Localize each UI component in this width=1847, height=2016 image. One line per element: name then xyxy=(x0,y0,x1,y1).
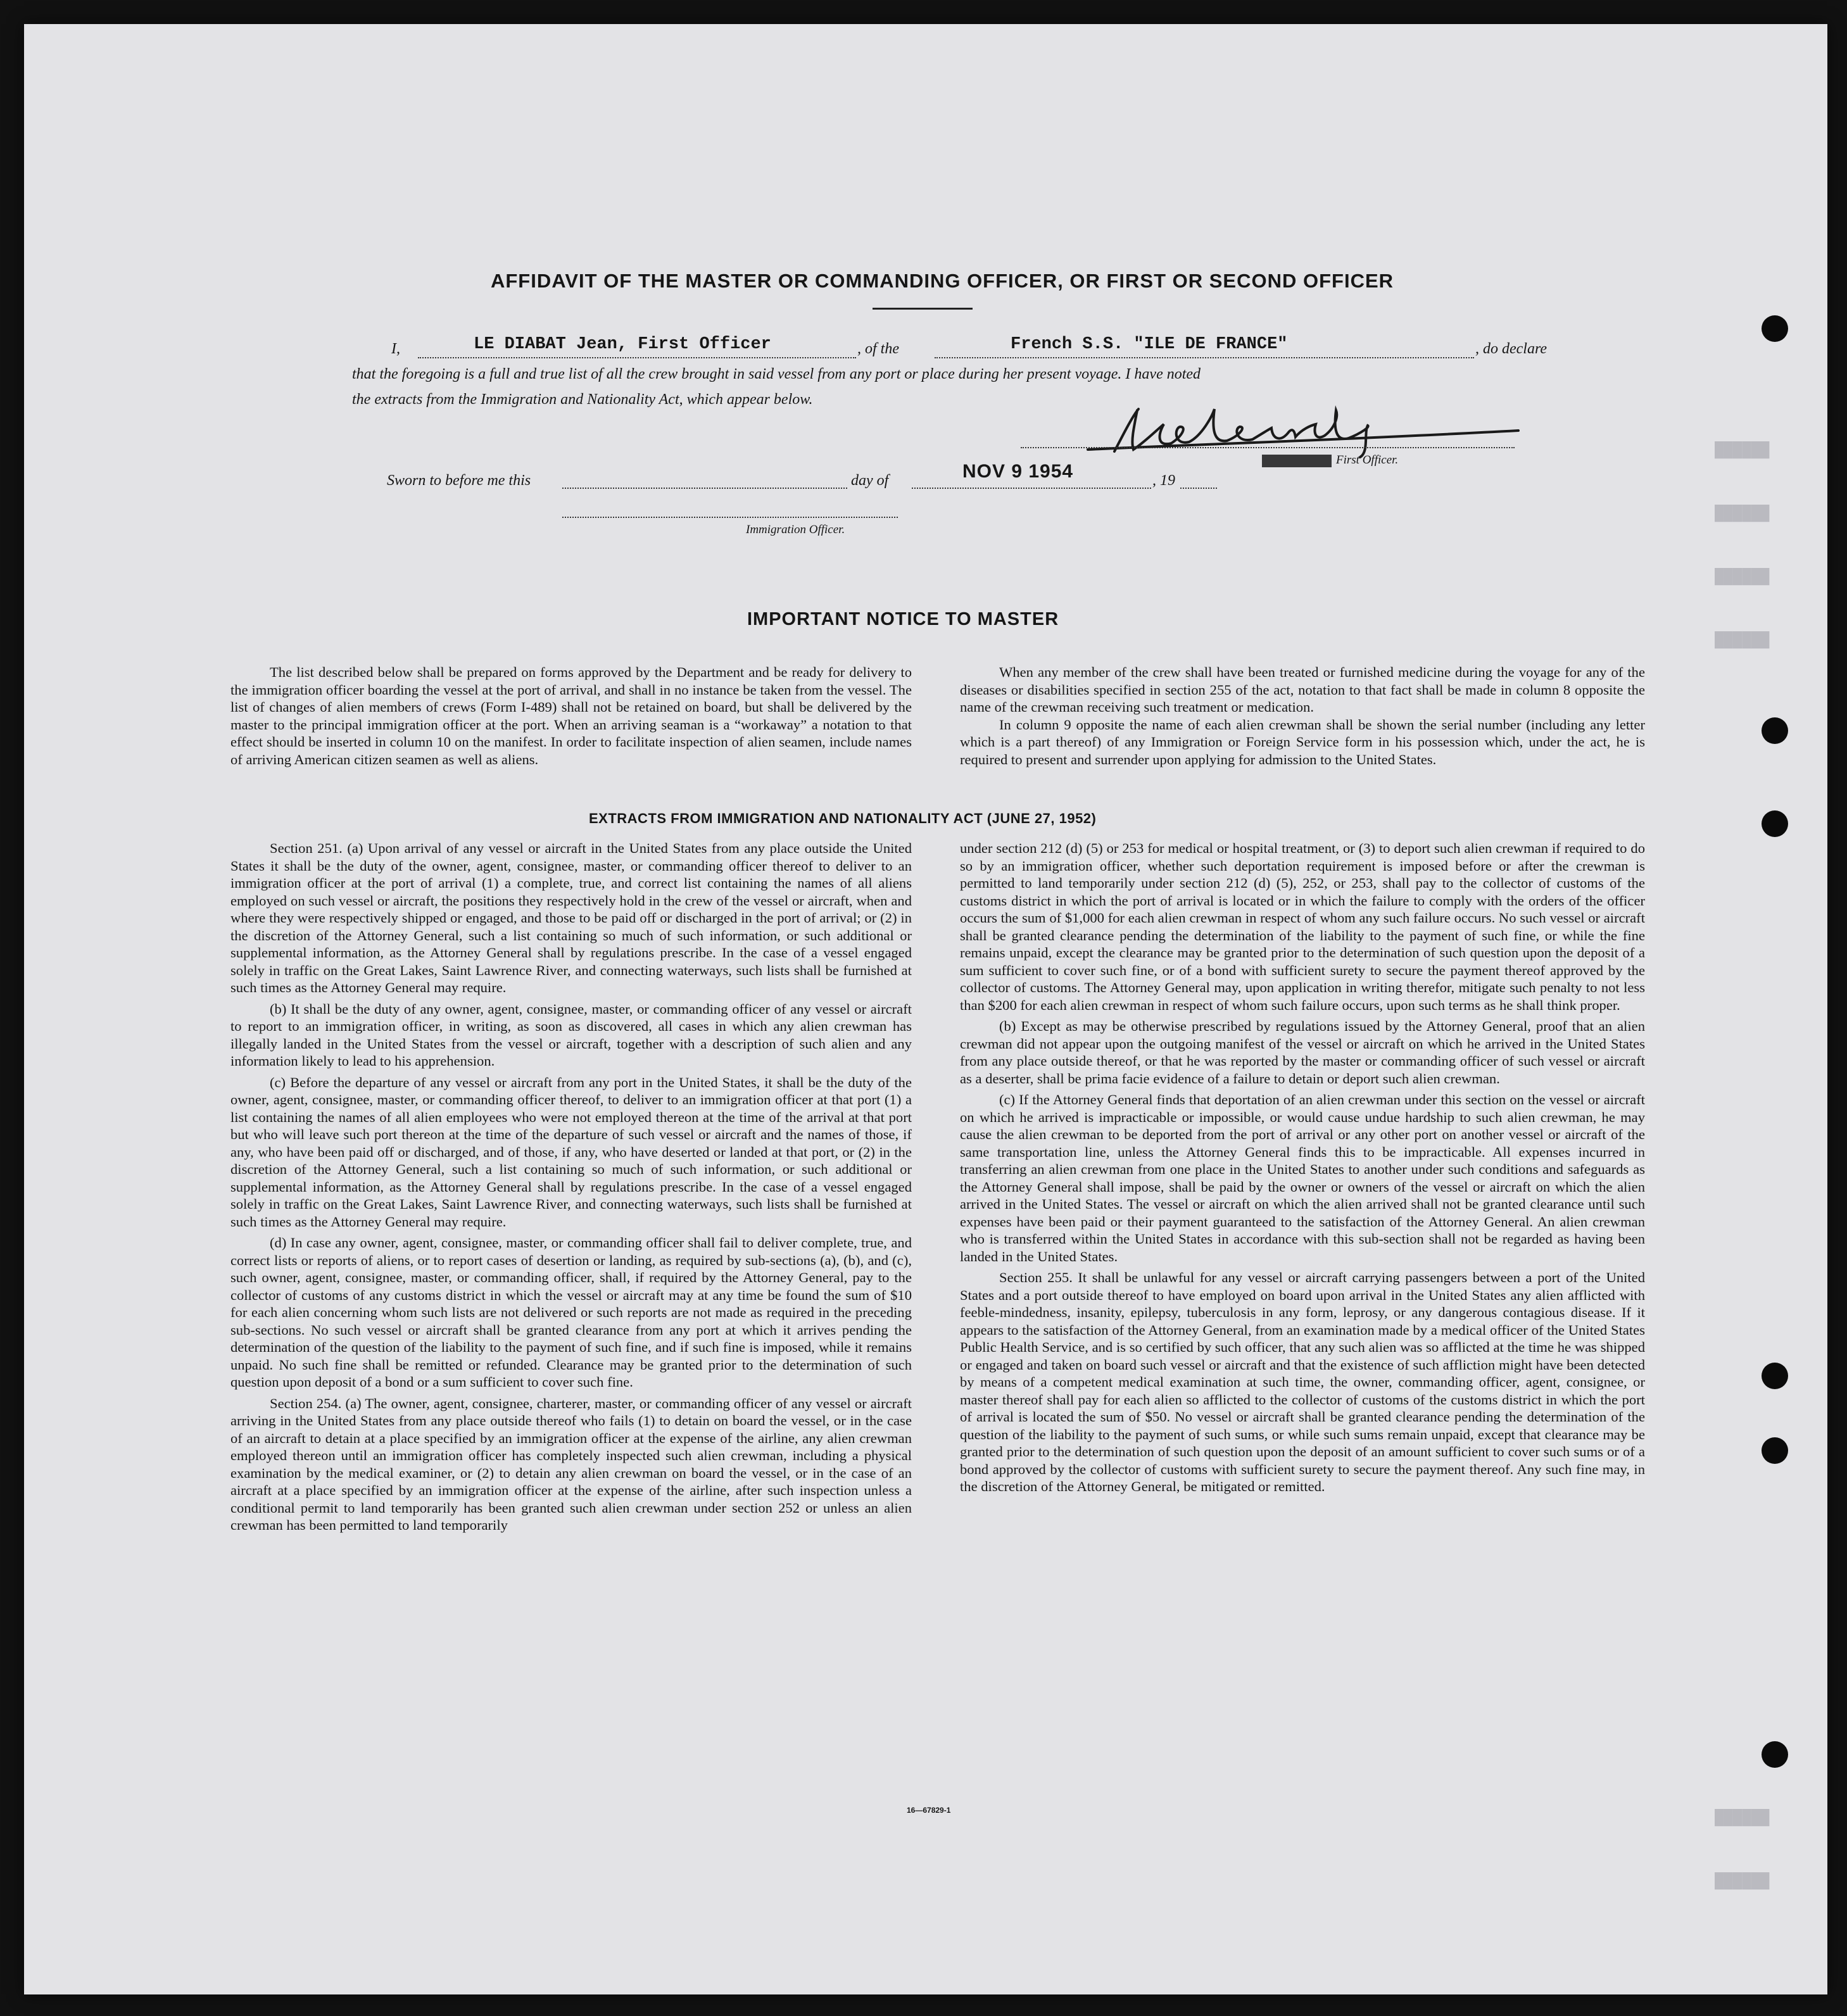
immigration-officer-caption: Immigration Officer. xyxy=(746,523,845,536)
bleed-through-text: ██████ xyxy=(1715,442,1770,459)
section-251-a: Section 251. (a) Upon arrival of any vessel or aircraft in the United States from any place outside the United States it shall be the duty of the owner, agent, consignee, master, or commanding officer thereof to deliver to an immigration officer at the port of arrival (1) a complete, true, and correct list containing the names of all aliens employed on such vessel or aircraft, the positions they respectively hold in the crew of the vessel or aircraft, when and where they were respectively shipped or engaged, and those to be paid off or discharged in the port of arrival; or (2) in the discretion of the Attorney General, such a list containing so much of such information, or such additional or supplemental information, as the Attorney General shall by regulations prescribe. In the case of a vessel engaged solely in traffic on the Great Lakes, Saint Lawrence River, and connecting waterways, such lists shall be furnished at such times as the Attorney General may require. xyxy=(230,840,912,995)
notice-left-column xyxy=(230,664,912,768)
affidavit-title: AFFIDAVIT OF THE MASTER OR COMMANDING OFFICER, OR FIRST OR SECOND OFFICER xyxy=(490,270,1394,292)
form-number: 16—67829-1 xyxy=(907,1806,951,1815)
strikeout-mark xyxy=(1262,455,1332,467)
bleed-through-text: ██████ xyxy=(1715,1873,1770,1890)
title-underline xyxy=(873,308,973,310)
sworn-prefix: Sworn to before me this xyxy=(387,472,531,489)
officer-caption: First Officer. xyxy=(1336,453,1399,467)
bleed-through-text: ██████ xyxy=(1715,1810,1770,1827)
section-254-a-continued: under section 212 (d) (5) or 253 for medical or hospital treatment, or (3) to deport such alien crewman if required to do so by an immigration officer, whether such deportation requirement is imposed before or after the crewman is permitted to land temporarily under section 212 (d) (5), 252, or 253, shall pay to the collector of customs of the customs district in which the port of arrival is located or in which the failure to comply with the orders of the officer occurs the sum of $1,000 for each alien crewman in respect of whom any such failure occurs. No such vessel or aircraft shall be granted clearance pending the determination of the liability to the payment of such fine, or while the fine remains unpaid, except the clearance may be granted prior to the determination of such question upon the deposit of a sum sufficient to cover such fine, or of a bond with sufficient surety to secure the payment thereof approved by the collector of customs. The Attorney General may, upon application in writing therefor, mitigate such penalty to not less than $200 for each alien crewman in respect of whom such failure occurs, upon such terms as he shall think proper. xyxy=(960,840,1645,1013)
immigration-officer-line xyxy=(562,500,898,518)
declaration-of-the: , of the xyxy=(857,341,899,357)
binder-hole xyxy=(1762,717,1788,744)
notice-left-paragraph: The list described below shall be prepared on forms approved by the Department and be ready for delivery to the immigration officer boarding the vessel at the port of arrival, and shall in no instance be taken from the vessel. The list of changes of alien members of crews (Form I-489) shall not be retained on board, but shall be delivered by the master to the principal immigration officer at the port. When an arriving seaman is a “workaway” a notation to that effect should be inserted in column 10 on the manifest. In order to facilitate inspection of alien seamen, include names of arriving American citizen seamen as well as aliens. xyxy=(230,664,912,767)
sworn-day-field xyxy=(562,469,847,489)
binder-hole xyxy=(1762,1741,1788,1768)
sworn-year-field xyxy=(1180,469,1217,489)
section-254-c: (c) If the Attorney General finds that deportation of an alien crewman under this section on the vessel or aircraft on which he arrived is impracticable or impossible, or would cause undue hardship to such alien crewman, he may cause the alien crewman to be deported from the port of arrival or any other port on another vessel or aircraft of the same transportation line, unless the Attorney General finds this to be impracticable. All expenses incurred in transferring an alien crewman from one place in the United States to another under such conditions and safeguards as the Attorney General shall impose, shall be paid by the owner or owners of the vessel or aircraft on which the alien arrived in the United States. The vessel or aircraft on which the alien arrived shall not be granted clearance until such expenses have been paid or their payment guaranteed to the satisfaction of the Attorney General. An alien crewman who is transferred within the United States in accordance with this sub-section shall not be regarded as having been landed in the United States. xyxy=(960,1092,1645,1264)
vessel-name: French S.S. "ILE DE FRANCE" xyxy=(1011,335,1288,354)
binder-hole xyxy=(1762,315,1788,342)
bleed-through-text: ██████ xyxy=(1715,632,1770,649)
binder-hole xyxy=(1762,1363,1788,1389)
section-251-b: (b) It shall be the duty of any owner, agent, consignee, master, or commanding officer of any vessel or aircraft to report to an immigration officer, in writing, as soon as discovered, all cases in which any alien crewman has illegally landed in the United States from the vessel or aircraft, together with a description of such alien and any information likely to lead to his apprehension. xyxy=(230,1000,912,1069)
notice-right-paragraph: When any member of the crew shall have been treated or furnished medicine during the voyage for any of the diseases or disabilities specified in section 255 of the act, notation to that fact shall be made in column 8 opposite the name of the crewman receiving such treatment or medication. xyxy=(960,664,1645,715)
declaration-line-2: that the foregoing is a full and true list of all the crew brought in said vessel from any port or place during her present voyage. I have noted xyxy=(352,366,1201,382)
sworn-day-of: day of xyxy=(851,472,889,489)
section-254-b: (b) Except as may be otherwise prescribed by regulations issued by the Attorney General, proof that an alien crewman did not appear upon the outgoing manifest of the vessel or aircraft on which he arrived in the United States from any place outside thereof, or that he was reported by the master or commanding officer of such vessel or aircraft as a deserter, shall be prima facie evidence of a failure to detain or deport such alien crewman. xyxy=(960,1018,1645,1087)
declaration-line-3: the extracts from the Immigration and Nationality Act, which appear below. xyxy=(352,391,813,408)
notice-right-column xyxy=(960,664,1645,768)
declaration-do-declare: , do declare xyxy=(1475,341,1548,357)
extracts-title: EXTRACTS FROM IMMIGRATION AND NATIONALITY ACT (JUNE 27, 1952) xyxy=(589,810,1097,826)
section-251-d: (d) In case any owner, agent, consignee, master, or commanding officer shall fail to deliver complete, true, and correct lists or reports of aliens, or to report cases of desertion or landing, as required by sub-sections (a), (b), and (c), such owner, agent, consignee, master, or commanding officer, shall, if required by the Attorney General, pay to the collector of customs of any customs district in which the vessel or aircraft may at any time be found the sum of $10 for each alien concerning whom such lists are not delivered or such reports are not made as required in the preceding sub-sections. No such vessel or aircraft shall be granted clearance from any port at which it arrives pending the determination of the question of the liability to the payment of such fine, and if such fine is imposed, while it remains unpaid. No such fine shall be remitted or refunded. Clearance may be granted prior to the determination of such question upon deposit of a bond or a sum sufficient to cover such fine. xyxy=(230,1235,912,1390)
bleed-through-text: ██████ xyxy=(1715,569,1770,586)
bleed-through-text: ██████ xyxy=(1715,505,1770,522)
officer-name: LE DIABAT Jean, First Officer xyxy=(474,335,771,354)
notice-right-paragraph: In column 9 opposite the name of each alien crewman shall be shown the serial number (including any letter which is a part thereof) of any Immigration or Foreign Service form in his possession which, under the act, he is required to present and surrender upon applying for admission to the United States. xyxy=(960,716,1645,767)
binder-hole xyxy=(1762,1437,1788,1464)
officer-signature xyxy=(1062,391,1544,461)
sworn-year-prefix: , 19 xyxy=(1152,472,1175,489)
binder-hole xyxy=(1762,810,1788,837)
notice-title: IMPORTANT NOTICE TO MASTER xyxy=(747,609,1059,629)
extracts-right-column xyxy=(960,840,1645,1496)
section-255: Section 255. It shall be unlawful for any vessel or aircraft carrying passengers between a port of the United States and a port outside thereof to have employed on board upon arrival in the United States any alien afflicted with feeble-mindedness, insanity, epilepsy, tuberculosis in any form, leprosy, or any dangerous contagious disease. If it appears to the satisfaction of the Attorney General, from an examination made by a medical officer of the United States Public Health Service, and is so certified by such officer, that any such alien was so afflicted at the time he was shipped or engaged and taken on board such vessel or aircraft and that the existence of such affliction might have been detected by means of a competent medical examination at such time, the owner, commanding officer, agent, consignee, or master thereof shall pay for each alien so afflicted to the collector of customs of the customs district in which the port of arrival is located the sum of $50. No vessel or aircraft shall be granted clearance pending the determination of the question of the liability to the payment of such sums, or while such sums remain unpaid, except that clearance may be granted prior to the determination of such question upon the deposit of an amount sufficient to cover such sums or of a bond approved by the collector of customs with sufficient surety to secure the payment thereof. Any such fine may, in the discretion of the Attorney General, be mitigated or remitted. xyxy=(960,1269,1645,1494)
section-251-c: (c) Before the departure of any vessel or aircraft from any port in the United States, it shall be the duty of the owner, agent, consignee, master, or commanding officer thereof, to deliver to an immigration officer at that port (1) a list containing the names of all alien employees who were not employed thereon at the time of the arrival at that port but who will leave such port thereon at the time of the departure of such vessel or aircraft and the names of those, if any, who have been paid off or discharged, and of those, if any, who have deserted or landed at that port, or (2) in the discretion of the Attorney General, such a list containing so much of such information, or such additional or supplemental information, as the Attorney General shall by regulations prescribe. In the case of a vessel engaged solely in traffic on the Great Lakes, Saint Lawrence River, and connecting waterways, such lists shall be furnished at such times as the Attorney General may require. xyxy=(230,1074,912,1230)
extracts-left-column xyxy=(230,840,912,1534)
signature-line xyxy=(1021,437,1515,448)
sworn-date-stamp: NOV 9 1954 xyxy=(962,461,1074,482)
section-254-a: Section 254. (a) The owner, agent, consignee, charterer, master, or commanding officer of any vessel or aircraft arriving in the United States from any place outside thereof who fails (1) to detain on board the vessel, or in the case of an aircraft to detain at a place specified by an immigration officer at the expense of the airline, any alien crewman employed thereon until an immigration officer has completely inspected such alien crewman, including a physical examination by the medical examiner, or (2) to detain any alien crewman on board the vessel, or in the case of an aircraft at a place specified by an immigration officer at the expense of the airline, after such inspection unless a conditional permit to land temporarily has been granted such alien crewman under section 252 or unless an alien crewman has been permitted to land temporarily xyxy=(230,1395,912,1533)
declaration-i: I, xyxy=(391,341,400,357)
affidavit-page xyxy=(24,24,1827,1994)
